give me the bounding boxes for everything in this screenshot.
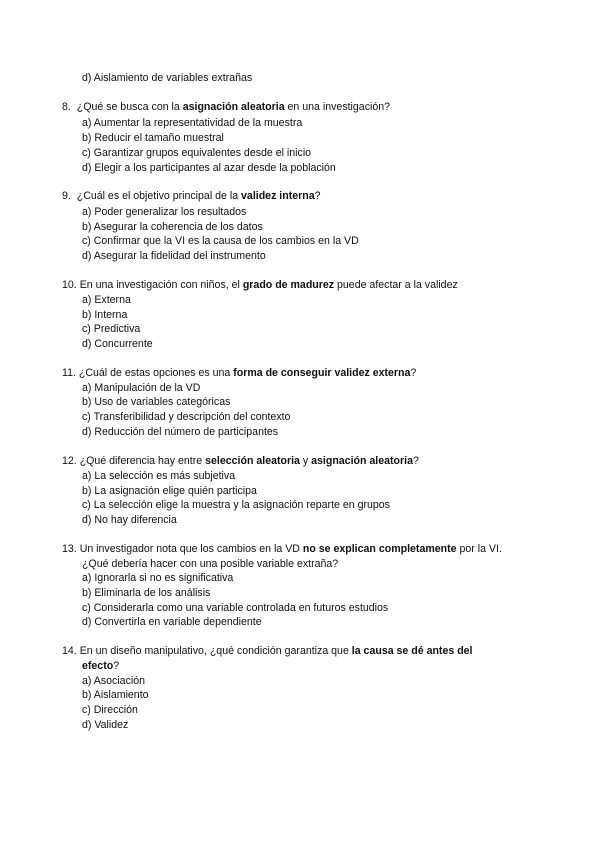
option-text: c) Garantizar grupos equivalentes desde el inicio <box>82 147 312 159</box>
option-text: a) La selección es más subjetiva <box>82 470 236 482</box>
question-text: ? <box>314 190 321 202</box>
option-text: d) No hay diferencia <box>82 514 177 526</box>
question-12 <box>62 454 419 468</box>
question-13 <box>62 542 502 556</box>
question-bold-text: asignación aleatoria <box>182 101 285 113</box>
question-14 <box>62 644 473 658</box>
question-text: ? <box>113 660 120 672</box>
question-text: ¿Qué se busca con la <box>76 101 183 113</box>
option-text: a) Ignorarla si no es significativa <box>82 572 234 584</box>
question-number: 11. <box>62 367 76 379</box>
question-bold-text: no se explican completamente <box>302 543 457 555</box>
question-text: ? <box>412 455 419 467</box>
question-text: puede afectar a la validez <box>334 279 458 291</box>
option-text: a) Asociación <box>82 675 146 687</box>
question-text: ¿Cuál de estas opciones es una <box>78 367 234 379</box>
option-text: c) Dirección <box>82 704 138 716</box>
question-text: Un investigador nota que los cambios en la VD <box>79 543 303 555</box>
question-bold-text: la causa se dé antes del <box>351 645 473 657</box>
option-text: b) Aislamiento <box>82 689 149 701</box>
question-number: 8. <box>62 101 71 113</box>
question-text: En una investigación con niños, el <box>79 279 243 291</box>
option-text: d) Elegir a los participantes al azar desde la población <box>82 162 336 174</box>
question-text: por la VI. <box>456 543 502 555</box>
question-text: ¿Cuál es el objetivo principal de la <box>76 190 242 202</box>
question-8 <box>62 100 390 114</box>
question-number: 12. <box>62 455 77 467</box>
question-text: en una investigación? <box>284 101 391 113</box>
option-text: c) Considerarla como una variable controlada en futuros estudios <box>82 602 389 614</box>
question-text: y <box>299 455 312 467</box>
option-text: d) Validez <box>82 719 129 731</box>
question-number: 10. <box>62 279 77 291</box>
option-text: c) Confirmar que la VI es la causa de los cambios en la VD <box>82 235 359 247</box>
option-text: b) Eliminarla de los análisis <box>82 587 211 599</box>
question-9 <box>62 189 321 203</box>
question-bold-text: grado de madurez <box>242 279 335 291</box>
question-text: ? <box>410 367 417 379</box>
option-text: b) Asegurar la coherencia de los datos <box>82 221 263 233</box>
option-text: a) Externa <box>82 294 131 306</box>
option-text: c) La selección elige la muestra y la asignación reparte en grupos <box>82 499 390 511</box>
option-text: a) Manipulación de la VD <box>82 382 201 394</box>
option-text: d) Aislamiento de variables extrañas <box>82 72 253 84</box>
option-text: a) Poder generalizar los resultados <box>82 206 247 218</box>
question-number: 14. <box>62 645 77 657</box>
option-text: b) Uso de variables categóricas <box>82 396 231 408</box>
question-11 <box>62 366 416 380</box>
question-text-continued: ¿Qué debería hacer con una posible variable extraña? <box>82 558 339 570</box>
question-bold-text: asignación aleatoria <box>311 455 413 467</box>
question-number: 9. <box>62 190 71 202</box>
option-text: a) Aumentar la representatividad de la muestra <box>82 117 303 129</box>
question-text: ¿Qué diferencia hay entre <box>79 455 206 467</box>
question-bold-text: forma de conseguir validez externa <box>233 367 411 379</box>
option-text: b) Interna <box>82 309 128 321</box>
option-text: d) Convertirla en variable dependiente <box>82 616 262 628</box>
option-text: b) Reducir el tamaño muestral <box>82 132 224 144</box>
question-10 <box>62 278 458 292</box>
option-text: c) Predictiva <box>82 323 141 335</box>
question-bold-text: validez interna <box>241 190 315 202</box>
question-text: En un diseño manipulativo, ¿qué condición garantiza que <box>79 645 352 657</box>
option-text: d) Reducción del número de participantes <box>82 426 279 438</box>
option-text: c) Transferibilidad y descripción del contexto <box>82 411 291 423</box>
option-text: d) Asegurar la fidelidad del instrumento <box>82 250 266 262</box>
question-bold-text: efecto <box>82 660 114 672</box>
option-text: b) La asignación elige quién participa <box>82 485 257 497</box>
question-text-continued <box>82 659 119 673</box>
option-text: d) Concurrente <box>82 338 153 350</box>
question-bold-text: selección aleatoria <box>205 455 300 467</box>
question-number: 13. <box>62 543 77 555</box>
